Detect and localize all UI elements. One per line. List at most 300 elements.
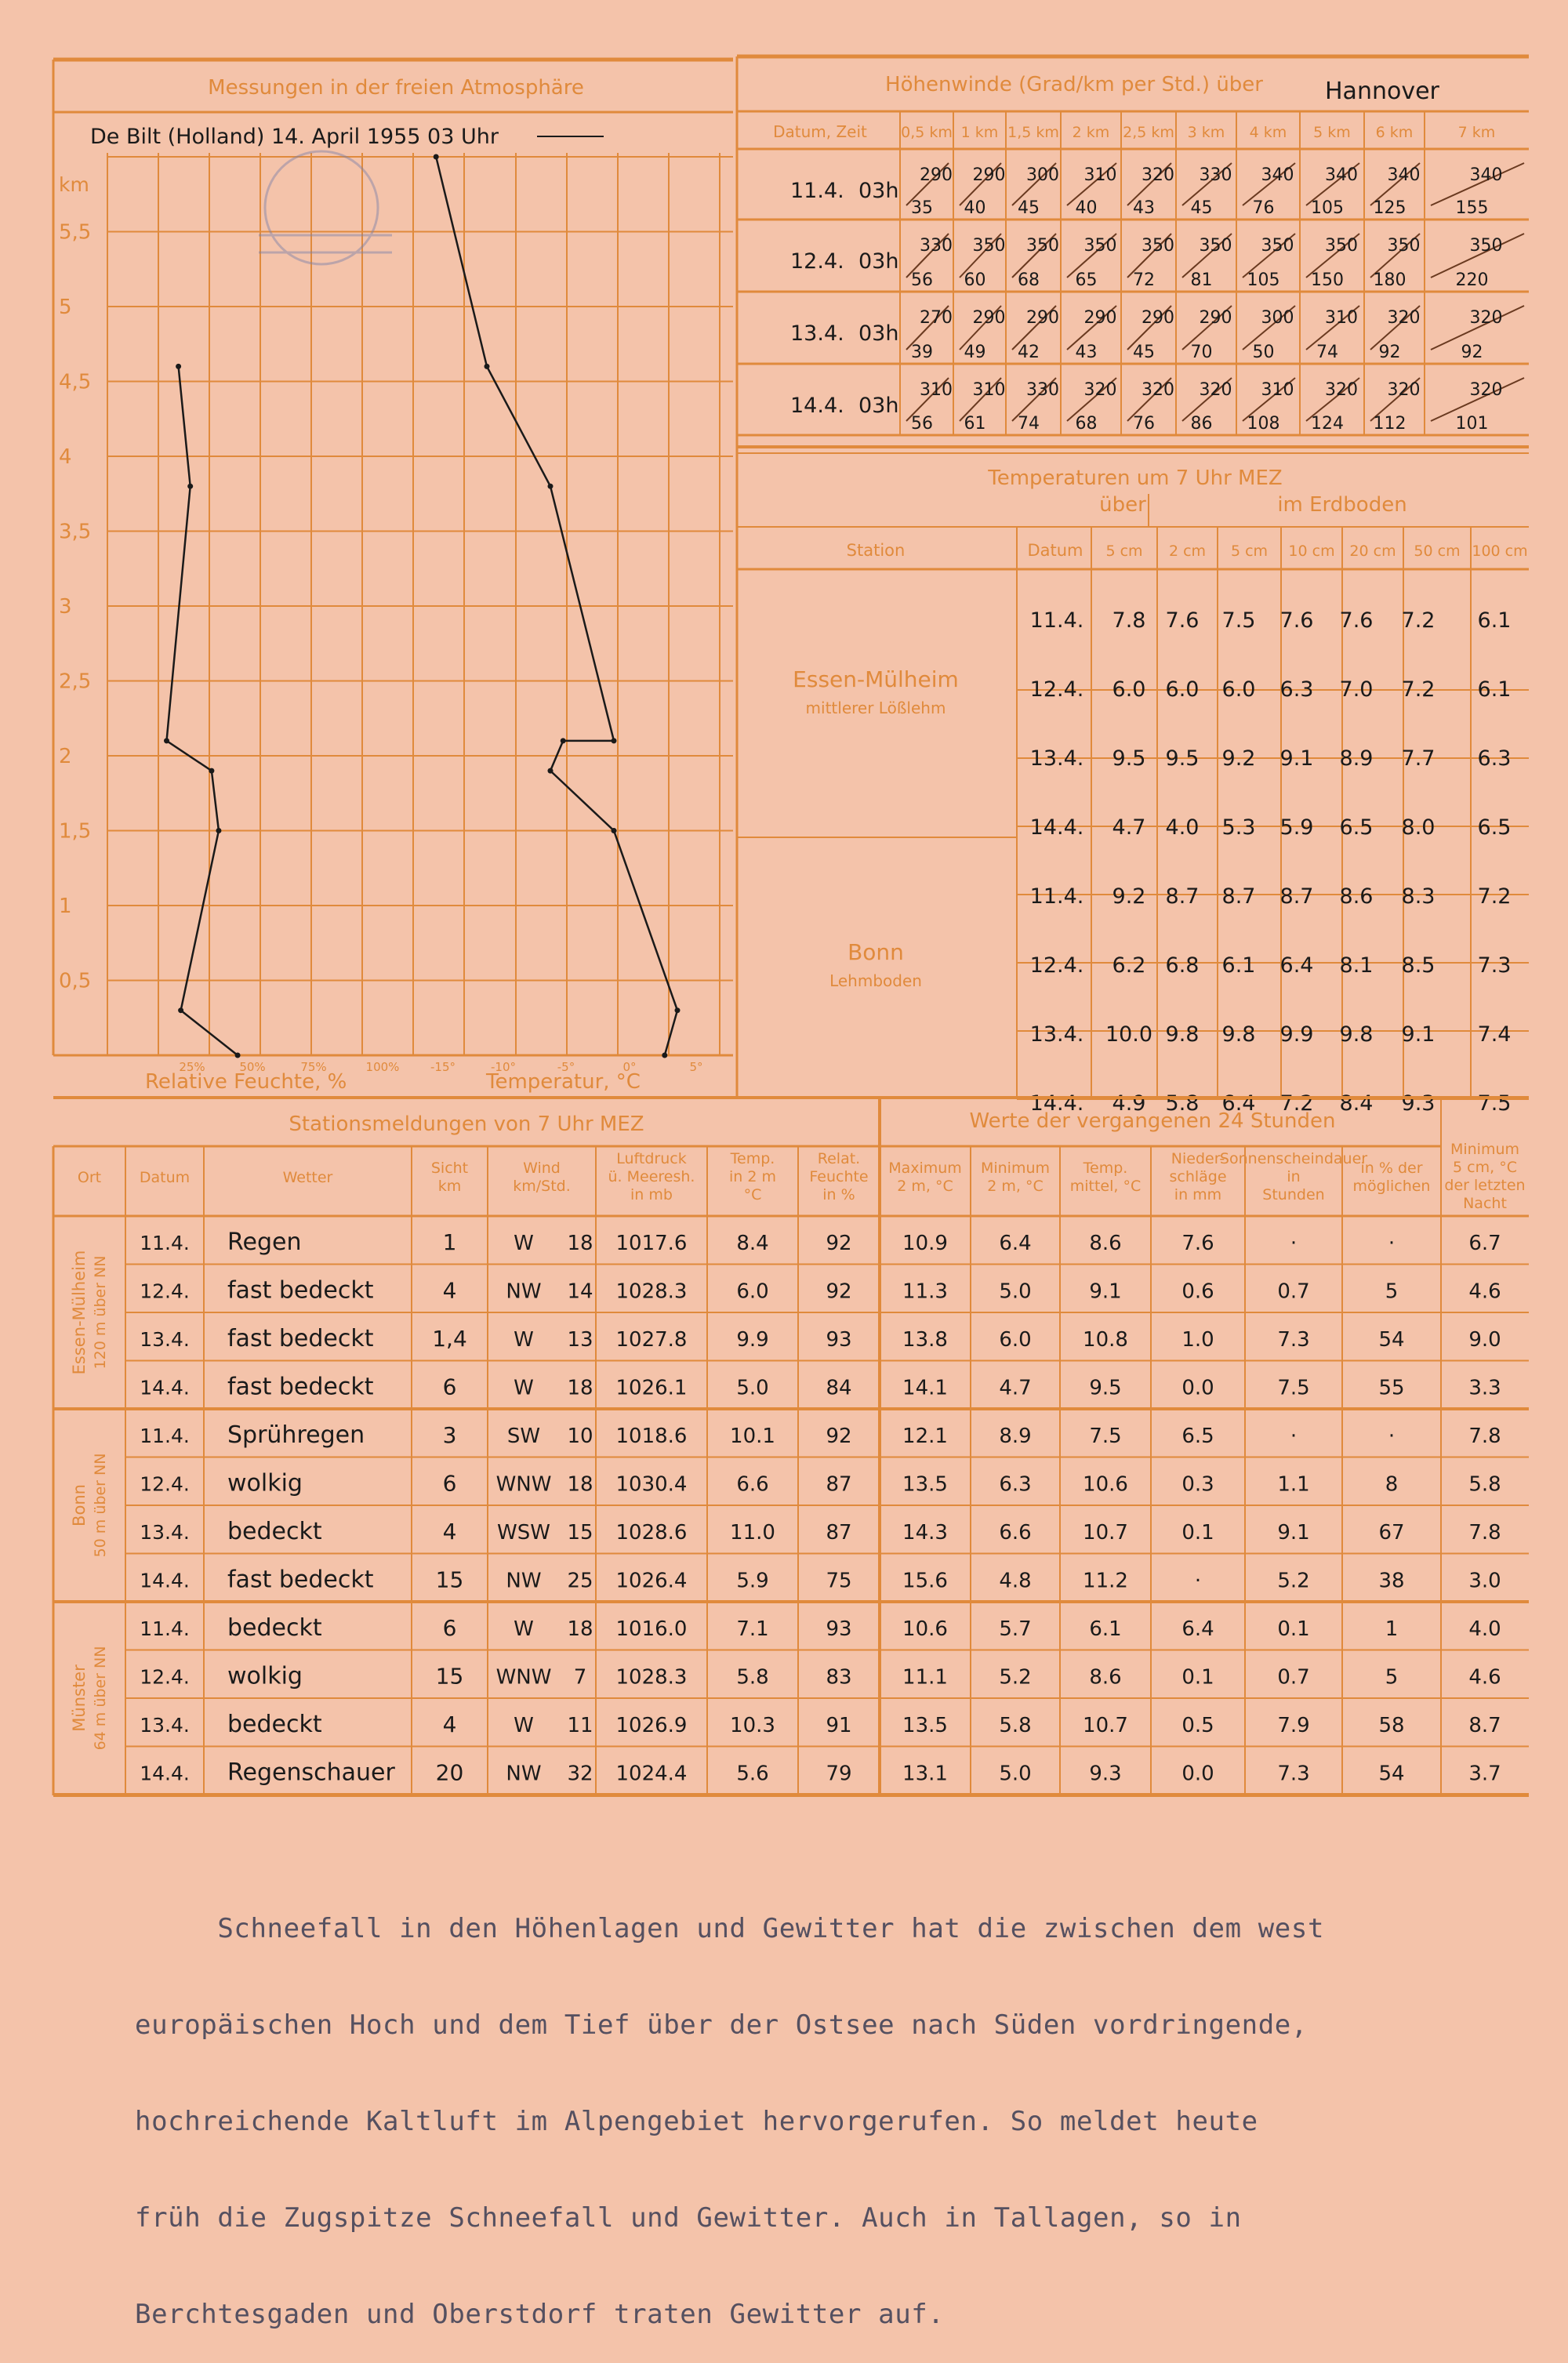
wind-speed: 56 (911, 414, 933, 434)
report-header: km (437, 1178, 462, 1195)
wind-speed: 49 (964, 343, 986, 362)
report-wind-speed: 18 (567, 1376, 593, 1400)
soil-value: 6.5 (1477, 815, 1512, 840)
soil-value: 8.7 (1165, 884, 1200, 909)
soil-value: 9.1 (1401, 1022, 1436, 1047)
wind-speed: 43 (1133, 198, 1155, 218)
report-wind-direction: WNW (495, 1665, 552, 1690)
temperature-axis-label: Temperatur, °C (486, 1070, 641, 1094)
report-place (70, 1250, 109, 1375)
wind-direction: 320 (1469, 380, 1503, 400)
report-weather: fast bedeckt (227, 1276, 374, 1305)
soil-date: 13.4. (1029, 1022, 1084, 1047)
report-wind-speed: 15 (567, 1521, 593, 1544)
report-wind-direction: WSW (497, 1521, 550, 1544)
soil-value: 6.0 (1112, 677, 1146, 702)
humidity-axis-label: Relative Feuchte, % (145, 1070, 347, 1094)
report-value: 87 (826, 1472, 852, 1497)
wind-time: 03h (858, 179, 899, 203)
depth-header: 5 cm (1230, 543, 1269, 560)
soil-value: 7.5 (1477, 1091, 1512, 1116)
place-elevation: 50 m über NN (92, 1453, 109, 1558)
report-visibility: 15 (435, 1566, 464, 1593)
wind-speed: 124 (1311, 414, 1344, 434)
humidity-point (209, 768, 214, 774)
height-label: 2 (59, 745, 72, 768)
soil-value: 4.0 (1165, 815, 1200, 840)
height-axis-unit: km (59, 173, 89, 196)
humidity-point (164, 738, 169, 743)
report-wind-direction: W (514, 1376, 534, 1400)
soil-value: 9.2 (1112, 884, 1146, 909)
wind-direction: 340 (1325, 165, 1358, 185)
soil-type: Lehmboden (829, 971, 922, 990)
report-wind-speed: 14 (567, 1280, 593, 1304)
report-wind-direction: NW (506, 1569, 542, 1593)
text-line: hochreichende Kaltluft im Alpengebiet hervorgerufen. So meldet heute (135, 2106, 1258, 2137)
level-header: 1 km (960, 124, 999, 141)
soil-value: 9.5 (1112, 746, 1146, 771)
report-header: Wetter (282, 1169, 333, 1186)
level-header: 6 km (1375, 124, 1414, 141)
place-name: Münster (70, 1664, 89, 1732)
temperature-tick: -15° (430, 1060, 456, 1074)
height-label: 2,5 (59, 670, 92, 694)
report-value: 10.6 (902, 1617, 948, 1641)
wind-direction: 270 (920, 308, 953, 328)
report-visibility: 3 (442, 1422, 457, 1448)
wind-speed: 76 (1252, 198, 1275, 218)
wind-speed: 155 (1455, 198, 1489, 218)
place-elevation: 120 m über NN (92, 1255, 109, 1370)
report-weather: wolkig (227, 1662, 303, 1690)
report-value: 6.0 (736, 1280, 769, 1304)
report-wind-direction: SW (506, 1425, 541, 1448)
height-label: 1 (59, 895, 72, 918)
report-value: 10.8 (1083, 1328, 1128, 1352)
report-value: 9.0 (1468, 1328, 1501, 1352)
height-label: 3 (59, 595, 72, 619)
wind-speed: 60 (964, 270, 986, 290)
report-value: 5 (1385, 1280, 1399, 1304)
reports-title-left: Stationsmeldungen von 7 Uhr MEZ (289, 1113, 644, 1136)
report-header: Stunden (1262, 1186, 1325, 1203)
report-value: 92 (826, 1280, 852, 1304)
text-line: Schneefall in den Höhenlagen und Gewitter hat die zwischen dem west (135, 1913, 1325, 1944)
report-value: 10.6 (1083, 1472, 1128, 1497)
winds-title: Höhenwinde (Grad/km per Std.) über (885, 73, 1263, 96)
report-value: 0.5 (1181, 1714, 1214, 1737)
wind-time: 03h (858, 249, 899, 274)
report-value: 13.5 (902, 1472, 948, 1497)
winds-station: Hannover (1325, 78, 1439, 105)
report-value: 55 (1378, 1376, 1405, 1400)
report-date: 12.4. (140, 1280, 190, 1303)
soil-ground-label: im Erdboden (1277, 493, 1407, 517)
wind-speed: 70 (1190, 343, 1213, 362)
report-value: 7.3 (1277, 1328, 1310, 1352)
depth-header: 2 cm (1168, 543, 1207, 560)
wind-speed: 68 (1075, 414, 1098, 434)
report-weather: bedeckt (227, 1518, 322, 1545)
depth-header: 5 cm (1105, 543, 1143, 560)
depth-header: 50 cm (1414, 543, 1461, 560)
report-weather: wolkig (227, 1469, 303, 1497)
report-value: 1017.6 (615, 1232, 688, 1255)
report-value: 0.0 (1181, 1762, 1214, 1786)
soil-value: 6.5 (1339, 815, 1374, 840)
wind-time: 03h (858, 394, 899, 418)
level-header: 1,5 km (1007, 124, 1059, 141)
wind-speed: 68 (1018, 270, 1040, 290)
soil-value: 7.5 (1221, 608, 1256, 633)
report-header: Feuchte (809, 1168, 869, 1185)
soil-value: 9.3 (1401, 1091, 1436, 1116)
report-value: · (1290, 1232, 1298, 1255)
report-value: 93 (826, 1617, 852, 1641)
report-wind-direction: W (514, 1617, 534, 1641)
height-label: 3,5 (59, 520, 92, 544)
report-value: 9.1 (1277, 1521, 1310, 1544)
report-value: 4.7 (999, 1376, 1032, 1400)
wind-speed: 125 (1373, 198, 1406, 218)
reports-title-right: Werte der vergangenen 24 Stunden (969, 1109, 1336, 1133)
wind-speed: 81 (1190, 270, 1213, 290)
level-header: 5 km (1313, 124, 1351, 141)
soil-value: 9.5 (1165, 746, 1200, 771)
wind-direction: 350 (1469, 236, 1503, 256)
report-header: in mb (630, 1186, 673, 1203)
soil-station-name: Essen-Mülheim (793, 666, 959, 692)
soil-value: 6.0 (1165, 677, 1200, 702)
height-label: 1,5 (59, 819, 92, 844)
soil-date: 13.4. (1029, 746, 1084, 771)
report-value: 14.1 (902, 1376, 948, 1400)
report-value: 6.1 (1089, 1617, 1122, 1641)
report-value: 5.8 (736, 1665, 769, 1690)
wind-direction: 340 (1387, 165, 1421, 185)
height-label: 4,5 (59, 370, 92, 394)
report-value: 67 (1378, 1521, 1405, 1544)
report-header: Datum (139, 1169, 191, 1186)
soil-value: 6.2 (1112, 953, 1146, 978)
soil-date: 14.4. (1029, 1091, 1084, 1116)
report-value: 3.3 (1468, 1376, 1501, 1400)
report-value: 8.6 (1089, 1232, 1122, 1255)
text-line: europäischen Hoch und dem Tief über der Ostsee nach Süden vordringende, (135, 2009, 1308, 2041)
report-wind-direction: W (514, 1232, 534, 1255)
depth-header: 10 cm (1288, 543, 1335, 560)
report-wind-speed: 13 (567, 1328, 593, 1352)
report-value: 14.3 (902, 1521, 948, 1544)
report-value: 10.7 (1083, 1714, 1128, 1737)
soil-depth-headers (1105, 543, 1527, 560)
soil-value: 5.8 (1165, 1091, 1200, 1116)
place-elevation: 64 m über NN (92, 1646, 109, 1751)
report-date: 11.4. (140, 1617, 190, 1640)
report-visibility: 6 (442, 1615, 457, 1641)
temperature-point (485, 364, 490, 369)
wind-direction: 350 (1387, 236, 1421, 256)
report-date: 12.4. (140, 1472, 190, 1496)
soil-value: 9.8 (1339, 1022, 1374, 1047)
level-header: 3 km (1187, 124, 1225, 141)
wind-time: 03h (858, 321, 899, 346)
report-value: 5.7 (999, 1617, 1032, 1641)
report-value: 54 (1378, 1328, 1405, 1352)
height-label: 5,5 (59, 220, 92, 245)
report-weather: fast bedeckt (227, 1566, 374, 1594)
soil-value: 10.0 (1105, 1022, 1153, 1047)
wind-direction: 290 (920, 165, 953, 185)
report-value: 84 (826, 1376, 852, 1400)
report-value: 3.7 (1468, 1762, 1501, 1786)
report-wind-speed: 32 (567, 1762, 593, 1786)
report-visibility: 15 (435, 1663, 464, 1690)
report-header: Luftdruck (616, 1150, 687, 1167)
report-header: Relat. (817, 1150, 861, 1167)
report-visibility: 20 (435, 1759, 464, 1786)
report-header: schläge (1169, 1168, 1227, 1185)
soil-value: 7.6 (1339, 608, 1374, 633)
report-date: 13.4. (140, 1328, 190, 1351)
report-value: 5.6 (736, 1762, 769, 1786)
level-header: 4 km (1249, 124, 1287, 141)
soil-value: 9.9 (1279, 1022, 1314, 1047)
wind-direction: 320 (1142, 380, 1174, 400)
report-value: 6.3 (999, 1472, 1032, 1497)
report-header: in mm (1174, 1186, 1222, 1203)
wind-direction: 320 (1142, 165, 1174, 185)
atmosphere-grid (53, 60, 733, 1055)
report-value: 1027.8 (615, 1328, 688, 1352)
report-weather: fast bedeckt (227, 1373, 374, 1401)
report-wind-speed: 11 (567, 1714, 593, 1737)
report-value: · (1194, 1569, 1202, 1593)
report-header: Nacht (1463, 1195, 1507, 1212)
report-value: 0.1 (1277, 1617, 1310, 1641)
wind-speed: 180 (1373, 270, 1406, 290)
report-value: 1018.6 (615, 1425, 688, 1448)
report-value: 5 (1385, 1665, 1399, 1690)
wind-speed: 56 (911, 270, 933, 290)
report-weather: fast bedeckt (227, 1325, 374, 1352)
report-value: 7.5 (1277, 1376, 1310, 1400)
report-value: 0.1 (1181, 1521, 1214, 1544)
wind-direction: 310 (1261, 380, 1294, 400)
wind-date: 13.4. (790, 321, 844, 346)
wind-speed: 74 (1018, 414, 1040, 434)
report-value: 0.7 (1277, 1665, 1310, 1690)
report-date: 11.4. (140, 1425, 190, 1447)
report-value: 5.2 (1277, 1569, 1310, 1593)
soil-value: 7.2 (1401, 608, 1436, 633)
report-header: Temp. (1083, 1160, 1128, 1177)
wind-direction: 310 (1083, 165, 1117, 185)
wind-direction: 290 (972, 165, 1006, 185)
place-name: Bonn (70, 1484, 89, 1526)
report-wind-speed: 18 (567, 1232, 593, 1255)
humidity-tick: 25% (179, 1060, 205, 1074)
report-value: 5.8 (999, 1714, 1032, 1737)
wind-speed: 45 (1133, 343, 1155, 362)
temperature-point (434, 154, 439, 160)
wind-speed: 65 (1075, 270, 1098, 290)
wind-direction: 320 (1325, 380, 1358, 400)
report-value: 1 (1385, 1617, 1399, 1641)
report-header: Ort (77, 1169, 102, 1186)
wind-direction: 290 (1142, 308, 1174, 328)
soil-value: 8.9 (1339, 746, 1374, 771)
wind-date: 14.4. (790, 394, 844, 418)
wind-direction: 350 (1026, 236, 1059, 256)
report-value: 4.6 (1468, 1665, 1501, 1690)
level-header: 0,5 km (901, 124, 953, 141)
report-wind-direction: W (514, 1714, 534, 1737)
wind-speed: 220 (1455, 270, 1489, 290)
humidity-point (187, 484, 193, 489)
soil-value: 6.0 (1221, 677, 1256, 702)
report-value: 5.8 (1468, 1472, 1501, 1497)
report-value: 4.8 (999, 1569, 1032, 1593)
report-value: 7.6 (1181, 1232, 1214, 1255)
report-weather: Sprühregen (227, 1421, 365, 1449)
report-wind-speed: 10 (567, 1425, 593, 1448)
temperature-point (548, 768, 554, 774)
wind-direction: 350 (1199, 236, 1232, 256)
temperature-point (612, 828, 617, 833)
temperature-point (561, 738, 566, 743)
report-date: 14.4. (140, 1762, 190, 1785)
postmark-stamp (259, 151, 392, 264)
wind-direction: 340 (1261, 165, 1294, 185)
wind-speed: 74 (1316, 343, 1338, 362)
temperature-point (548, 484, 554, 489)
report-wind-direction: W (514, 1328, 534, 1352)
report-value: 13.1 (902, 1762, 948, 1786)
humidity-tick: 100% (365, 1060, 400, 1074)
report-value: · (1388, 1232, 1396, 1255)
atmosphere-title: Messungen in der freien Atmosphäre (208, 76, 584, 100)
soil-date: 12.4. (1029, 953, 1084, 978)
soil-value: 9.1 (1279, 746, 1314, 771)
soil-value: 8.5 (1401, 953, 1436, 978)
wind-speed: 45 (1190, 198, 1213, 218)
wind-speed: 105 (1311, 198, 1344, 218)
soil-above-label: über (1099, 493, 1146, 517)
winds-level-headers (901, 124, 1495, 141)
soil-value: 7.7 (1401, 746, 1436, 771)
report-value: 0.1 (1181, 1665, 1214, 1690)
report-visibility: 6 (442, 1374, 457, 1400)
report-value: 58 (1378, 1714, 1405, 1737)
text-line: Berchtesgaden und Oberstdorf traten Gewitter auf. (135, 2299, 945, 2330)
soil-value: 9.8 (1165, 1022, 1200, 1047)
wind-speed: 50 (1252, 343, 1275, 362)
wind-direction: 320 (1387, 380, 1421, 400)
report-value: 8 (1385, 1472, 1399, 1497)
report-value: 10.1 (730, 1425, 775, 1448)
report-value: 8.4 (736, 1232, 769, 1255)
soil-date: 14.4. (1029, 815, 1084, 840)
soil-value: 6.4 (1221, 1091, 1256, 1116)
soil-col-station: Station (846, 541, 906, 560)
report-date: 13.4. (140, 1521, 190, 1544)
report-value: 1.1 (1277, 1472, 1310, 1497)
report-header: Sonnenscheindauer (1219, 1150, 1368, 1167)
wind-speed: 45 (1018, 198, 1040, 218)
wind-direction: 330 (1199, 165, 1232, 185)
report-header: in % (822, 1186, 855, 1203)
soil-value: 6.1 (1477, 677, 1512, 702)
report-value: 3.0 (1468, 1569, 1501, 1593)
report-header: km/Std. (513, 1178, 571, 1195)
report-value: 7.9 (1277, 1714, 1310, 1737)
humidity-profile-line (167, 366, 238, 1055)
soil-value: 9.8 (1221, 1022, 1256, 1047)
report-value: 9.3 (1089, 1762, 1122, 1786)
report-value: 5.0 (999, 1762, 1032, 1786)
soil-title: Temperaturen um 7 Uhr MEZ (988, 466, 1283, 490)
temperature-tick: 0° (622, 1060, 637, 1074)
report-wind-direction: NW (506, 1280, 542, 1304)
soil-value: 4.7 (1112, 815, 1146, 840)
soil-value: 8.1 (1339, 953, 1374, 978)
report-visibility: 4 (442, 1519, 457, 1544)
report-value: 13.8 (902, 1328, 948, 1352)
temperature-point (662, 1053, 667, 1058)
wind-direction: 290 (972, 308, 1006, 328)
soil-date: 11.4. (1029, 608, 1084, 633)
soil-value: 6.4 (1279, 953, 1314, 978)
wind-direction: 320 (1083, 380, 1117, 400)
report-value: 0.3 (1181, 1472, 1214, 1497)
soil-value: 6.1 (1221, 953, 1256, 978)
report-value: 6.5 (1181, 1425, 1214, 1448)
report-value: 6.6 (736, 1472, 769, 1497)
report-value: 7.8 (1468, 1425, 1501, 1448)
report-header: der letzten (1444, 1177, 1526, 1194)
report-visibility: 4 (442, 1711, 457, 1737)
report-value: 9.1 (1089, 1280, 1122, 1304)
temperature-point (675, 1007, 681, 1013)
temperature-tick: -5° (557, 1060, 575, 1074)
report-value: 11.3 (902, 1280, 948, 1304)
wind-speed: 105 (1247, 270, 1280, 290)
wind-direction: 290 (1026, 308, 1059, 328)
soil-type: mittlerer Lößlehm (805, 699, 946, 717)
wind-speed: 40 (1075, 198, 1098, 218)
wind-speed: 86 (1190, 414, 1213, 434)
report-value: 6.0 (999, 1328, 1032, 1352)
report-wind-speed: 18 (567, 1617, 593, 1641)
soil-value: 6.3 (1279, 677, 1314, 702)
report-header: 2 m, °C (897, 1178, 953, 1195)
humidity-point (216, 828, 221, 833)
report-header: Wind (523, 1160, 561, 1177)
soil-value: 7.6 (1165, 608, 1200, 633)
report-value: 91 (826, 1714, 852, 1737)
report-value: 9.9 (736, 1328, 769, 1352)
wind-speed: 92 (1461, 343, 1483, 362)
reports-panel (53, 1098, 1529, 1795)
report-value: · (1290, 1425, 1298, 1448)
report-value: 1026.1 (615, 1376, 688, 1400)
report-value: 11.2 (1083, 1569, 1128, 1593)
report-date: 14.4. (140, 1569, 190, 1592)
report-visibility: 6 (442, 1470, 457, 1497)
wind-speed: 76 (1133, 414, 1155, 434)
